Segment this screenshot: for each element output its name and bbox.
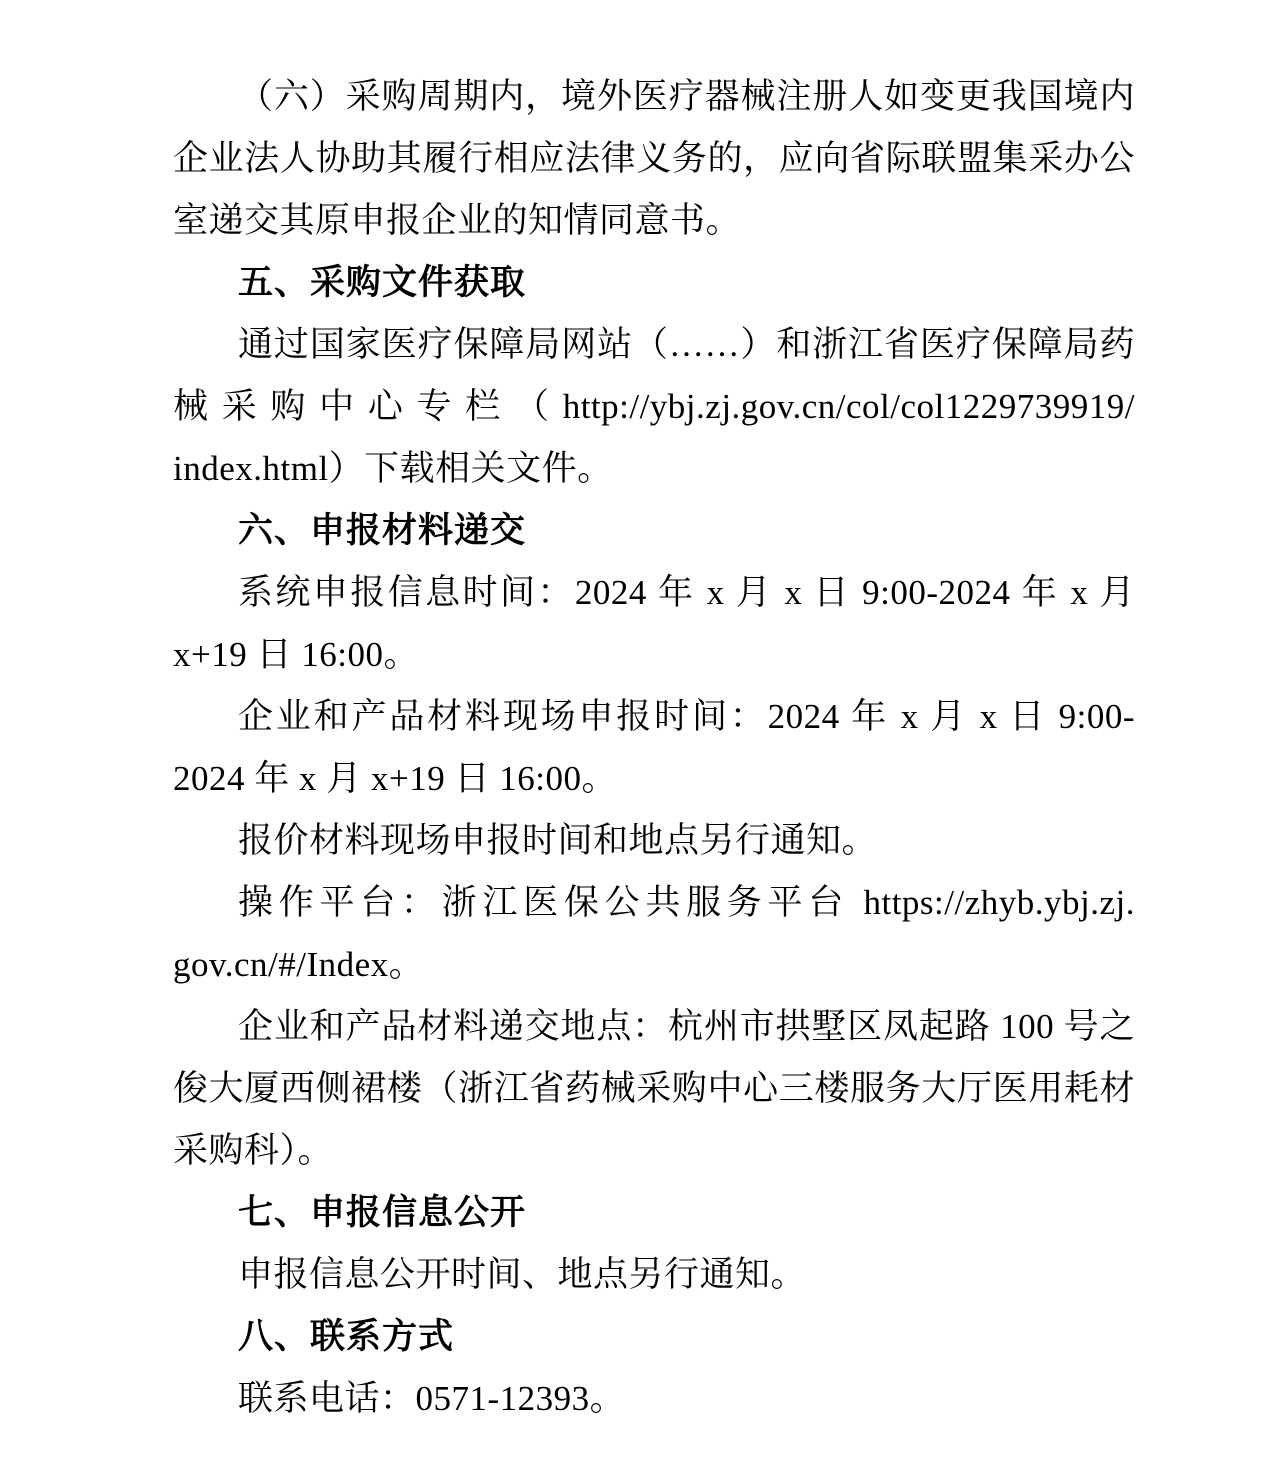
submission-address-line-1: 企业和产品材料递交地点：杭州市拱墅区凤起路 100 号之 bbox=[238, 1007, 1135, 1046]
onsite-declare-time-line-2: 2024 年 x 月 x+19 日 16:00。 bbox=[173, 759, 617, 798]
submission-address-line-2: 俊大厦西侧裙楼（浙江省药械采购中心三楼服务大厅医用耗材 bbox=[173, 1069, 1135, 1108]
file-acquisition-line-2: 械采购中心专栏（http://ybj.zj.gov.cn/col/col1229739919/ bbox=[173, 387, 1135, 426]
document-content bbox=[173, 66, 1135, 1430]
file-acquisition-line-1: 通过国家医疗保障局网站（……）和浙江省医疗保障局药 bbox=[238, 325, 1135, 364]
clause-6-line-2: 企业法人协助其履行相应法律义务的，应向省际联盟集采办公 bbox=[173, 139, 1135, 178]
section-heading-5: 五、采购文件获取 bbox=[238, 263, 527, 302]
quote-materials-notice-line: 报价材料现场申报时间和地点另行通知。 bbox=[238, 821, 878, 860]
file-acquisition-line-3: index.html）下载相关文件。 bbox=[173, 449, 613, 488]
platform-line-2: gov.cn/#/Index。 bbox=[173, 945, 425, 984]
clause-6-line-3: 室递交其原申报企业的知情同意书。 bbox=[173, 201, 742, 240]
section-heading-7: 七、申报信息公开 bbox=[238, 1193, 527, 1232]
clause-6-line-1: （六）采购周期内，境外医疗器械注册人如变更我国境内 bbox=[238, 77, 1135, 116]
info-disclosure-line: 申报信息公开时间、地点另行通知。 bbox=[238, 1255, 807, 1294]
platform-line-1: 操作平台：浙江医保公共服务平台 https://zhyb.ybj.zj. bbox=[238, 883, 1135, 922]
contact-phone-line: 联系电话：0571-12393。 bbox=[238, 1379, 626, 1418]
section-heading-8: 八、联系方式 bbox=[238, 1317, 455, 1356]
submission-address-line-3: 采购科）。 bbox=[173, 1131, 334, 1170]
system-declare-time-line-2: x+19 日 16:00。 bbox=[173, 635, 419, 674]
section-heading-6: 六、申报材料递交 bbox=[238, 511, 527, 550]
system-declare-time-line-1: 系统申报信息时间：2024 年 x 月 x 日 9:00-2024 年 x 月 bbox=[238, 573, 1135, 612]
onsite-declare-time-line-1: 企业和产品材料现场申报时间：2024 年 x 月 x 日 9:00- bbox=[238, 697, 1135, 736]
